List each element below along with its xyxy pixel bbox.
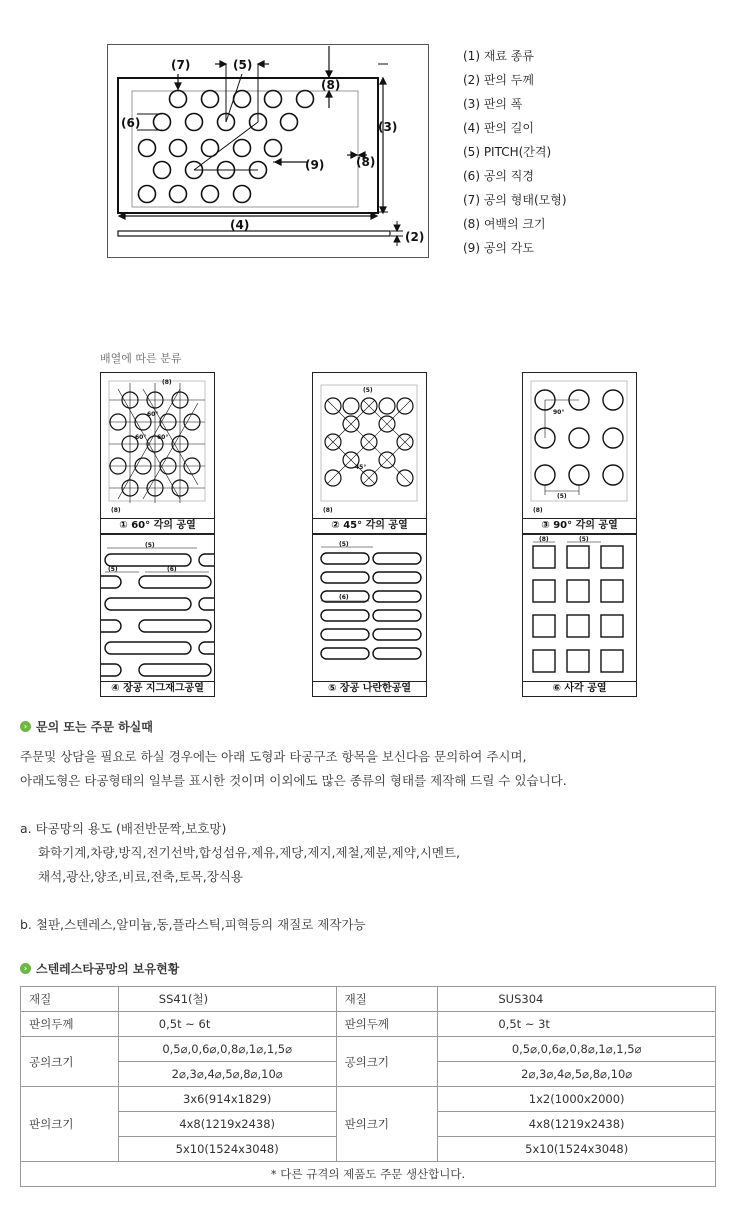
arrangement-caption: 배열에 따른 분류 <box>100 352 182 365</box>
mark-5: (5) <box>579 536 589 543</box>
mark-8: (8) <box>539 536 549 543</box>
inquiry-line: 주문및 상담을 필요로 하실 경우에는 아래 도형과 타공구조 항목을 보신다음 문의하여 주시며, <box>20 749 527 764</box>
mark-5: (5) <box>557 493 567 500</box>
table-cell: 0,5t ~ 3t <box>438 1012 716 1037</box>
panel-label: ④ 장공 지그재그공열 <box>101 681 214 696</box>
table-cell: 5x10(1524x3048) <box>118 1137 336 1162</box>
panel-label: ⑤ 장공 나란한공열 <box>313 681 426 696</box>
mark-8: (8) <box>323 507 333 514</box>
table-cell: 공의크기 <box>336 1037 438 1087</box>
label-6: (6) <box>121 116 141 130</box>
legend-item: (2) 판의 두께 <box>463 73 534 87</box>
usage-line: 채석,광산,양조,비료,전축,토목,장식용 <box>38 869 243 884</box>
usage-list <box>20 817 460 889</box>
table-row <box>21 987 716 1012</box>
table-cell: 0,5⌀,0,6⌀,0,8⌀,1⌀,1,5⌀ <box>438 1037 716 1062</box>
inquiry-heading <box>20 718 153 735</box>
table-cell: 재질 <box>336 987 438 1012</box>
table-cell: 0,5⌀,0,6⌀,0,8⌀,1⌀,1,5⌀ <box>118 1037 336 1062</box>
table-cell: 판의크기 <box>336 1087 438 1162</box>
mark-angle-60: 60° <box>147 411 159 418</box>
mark-6: (6) <box>339 594 349 601</box>
holdings-table <box>20 986 716 1187</box>
label-4: (4) <box>230 218 250 232</box>
panel-90-degree <box>522 372 637 534</box>
label-7: (7) <box>171 58 191 72</box>
panel-square-holes <box>522 534 637 697</box>
table-cell: 재질 <box>21 987 119 1012</box>
legend-item: (6) 공의 직경 <box>463 169 534 183</box>
legend-item: (4) 판의 길이 <box>463 121 534 135</box>
table-cell: 1x2(1000x2000) <box>438 1087 716 1112</box>
usage-heading: a. 타공망의 용도 (배전반문짝,보호망) <box>20 821 227 836</box>
mark-6: (6) <box>167 566 177 573</box>
table-cell: 공의크기 <box>21 1037 119 1087</box>
material-line: b. 철판,스텐레스,알미늄,동,플라스틱,피혁등의 재질로 제작가능 <box>20 917 366 932</box>
mark-5: (5) <box>339 541 349 548</box>
table-cell: 5x10(1524x3048) <box>438 1137 716 1162</box>
mark-8: (8) <box>533 507 543 514</box>
table-cell: 판의크기 <box>21 1087 119 1162</box>
label-2: (2) <box>405 230 425 244</box>
mark-5: (5) <box>108 566 118 573</box>
panel-label: ① 60° 각의 공열 <box>101 518 214 533</box>
panel-60-degree <box>100 372 215 534</box>
panel-label: ⑥ 사각 공열 <box>523 681 636 696</box>
mark-8: (8) <box>162 379 172 386</box>
label-8-top: (8) <box>321 78 341 92</box>
holdings-heading <box>20 960 179 977</box>
legend-item: (7) 공의 형태(모형) <box>463 193 567 207</box>
pattern-slot-parallel <box>313 535 426 682</box>
legend-item: (3) 판의 폭 <box>463 97 523 111</box>
pattern-square-holes <box>523 535 636 682</box>
legend-item: (5) PITCH(간격) <box>463 145 552 159</box>
diagram-legend <box>463 44 567 260</box>
usage-line: 화학기계,차량,방직,전기선박,합성섬유,제유,제당,제지,제철,제분,제약,시멘트, <box>38 845 461 860</box>
table-cell: 0,5t ~ 6t <box>118 1012 336 1037</box>
panel-slot-zigzag <box>100 534 215 697</box>
pattern-slot-zigzag <box>101 535 214 682</box>
pattern-90-degree <box>523 373 636 519</box>
mark-5: (5) <box>363 387 373 394</box>
table-cell: SUS304 <box>438 987 716 1012</box>
pattern-60-degree <box>101 373 214 519</box>
holdings-title: 스텐레스타공망의 보유현황 <box>36 962 180 976</box>
table-row <box>21 1037 716 1062</box>
perforated-plate-diagram <box>107 44 429 258</box>
panel-slot-parallel <box>312 534 427 697</box>
table-cell: 판의두께 <box>21 1012 119 1037</box>
label-3: (3) <box>378 120 398 134</box>
table-cell: 2⌀,3⌀,4⌀,5⌀,8⌀,10⌀ <box>118 1062 336 1087</box>
mark-8: (8) <box>111 507 121 514</box>
table-cell: SS41(철) <box>118 987 336 1012</box>
table-cell: 3x6(914x1829) <box>118 1087 336 1112</box>
mark-5: (5) <box>145 542 155 549</box>
pattern-45-degree <box>313 373 426 519</box>
panel-label: ② 45° 각의 공열 <box>313 518 426 533</box>
table-cell: 4x8(1219x2438) <box>118 1112 336 1137</box>
table-cell: 2⌀,3⌀,4⌀,5⌀,8⌀,10⌀ <box>438 1062 716 1087</box>
table-cell: 판의두께 <box>336 1012 438 1037</box>
legend-item: (8) 여백의 크기 <box>463 217 546 231</box>
bullet-arrow-icon: › <box>20 963 31 974</box>
legend-item: (9) 공의 각도 <box>463 241 534 255</box>
inquiry-title: 문의 또는 주문 하실때 <box>36 720 153 734</box>
mark-angle-90: 90° <box>553 409 565 416</box>
panel-label: ③ 90° 각의 공열 <box>523 518 636 533</box>
table-footer: * 다른 규격의 제품도 주문 생산합니다. <box>21 1162 716 1187</box>
mark-angle-45: 45° <box>355 464 367 471</box>
panel-45-degree <box>312 372 427 534</box>
mark-angle-60: 60° <box>157 434 169 441</box>
mark-angle-60: 60° <box>135 434 147 441</box>
legend-item: (1) 재료 종류 <box>463 49 534 63</box>
bullet-arrow-icon: › <box>20 721 31 732</box>
label-9: (9) <box>305 158 325 172</box>
label-8-right: (8) <box>356 155 376 169</box>
table-cell: 4x8(1219x2438) <box>438 1112 716 1137</box>
inquiry-text <box>20 745 567 793</box>
inquiry-line: 아래도형은 타공형태의 일부를 표시한 것이며 이외에도 많은 종류의 형태를 제작해 드릴 수 있습니다. <box>20 773 567 788</box>
table-row <box>21 1087 716 1112</box>
table-row <box>21 1162 716 1187</box>
label-5: (5) <box>233 58 253 72</box>
table-row <box>21 1012 716 1037</box>
